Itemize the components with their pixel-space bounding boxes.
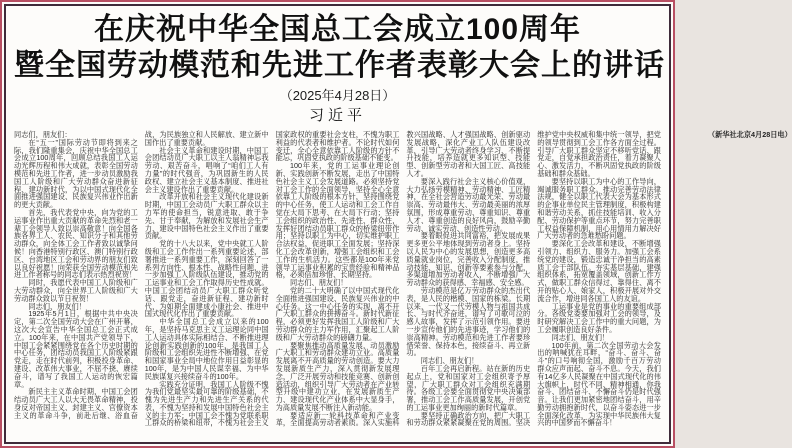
- article-paragraph: 要深化工会改革和建设，不断增强引领力、组织力、服务力。加强工会系统党的建设，锻造忠诚干净担当的高素质工会干部队伍。夯实基层基础，建强组织体系，拓宽覆盖领域，创新工作方式，做职工群众信得过、靠得住、离不开的贴心人、娘家人，积极开展对外交流合作，增进同各国工人的友谊。: [537, 239, 661, 303]
- article-paragraph: 实践充分证明，我国工人阶级不愧为我们党最坚实最可靠的阶级基础，不愧为先进生产力和先进生产关系的代表，不愧为坚持和发展中国特色社会主义的主力军；中国工会不愧为党联系职工群众的桥梁和纽带，不愧为社会主义国家政权的重要社会支柱，不愧为职工利益的代表者和维护者。不论时代如何变迁，全心全意依靠工人阶级的方针不能忘，巩固党执政的阶级基础不能变。: [144, 130, 400, 428]
- newspaper-inner-frame: [4, 4, 792, 444]
- article-paragraph: 同时，我愿代表中国工人阶级和广大劳动群众，向全世界工人阶级和广大劳动群众致以节日祝贺！: [14, 278, 138, 303]
- article-paragraph: 100年前，第二次全国劳动大会发出的呐喊犹在耳畔，“奋斗、奋斗、奋斗”的口号响彻全国，激励千百万劳动群众应声而起、奋斗不息。今天，我们有14亿多人民凝聚在中国式现代化的伟大旗帜上，时代不同、精神相通，你我奋斗、团结奋斗、不懈奋斗仍是时代强音。让我们更加紧密地团结奋斗，用辛勤劳动拥抱新时代，以奋斗姿态进一步全面深化改革，为实现中华民族伟大复兴的中国梦而不懈奋斗！: [537, 340, 661, 428]
- article-paragraph: 中华全国总工会成立以来的100年，是坚持马克思主义工运理论同中国工人运动具体实际相结合、不断推进理论创新实践创新的100年，是我国工人阶级和工会组织先进性不断增强、在党和国家事业全局中地位作用日益彰显的100年，是为中国人民谋幸福、为中华民族谋复兴接续奋斗的100年。: [144, 317, 269, 381]
- article-paragraph: 社会主义革命和建设时期，中国工会团结动员广大职工以主人翁精神忘我劳动、艰苦奋斗，唱响了“咱们工人有力量”的时代强音，为巩固新生的人民政权、建立社会主义基本制度、推进社会主义建设作出了重要贡献。: [144, 145, 269, 194]
- article-paragraph: 工运事业是党的事业的重要组成部分。各级党委要加强对工会的领导，及时研究解决工会工作中的重大问题，为工会履职创造良好条件。: [537, 301, 661, 334]
- article-paragraph: 同志们、朋友们！: [289, 278, 348, 288]
- article-title-line-1: 在庆祝中华全国总工会成立100周年: [93, 13, 582, 46]
- article-paragraph: 党的十八大以来，党中央就工人阶级和工会工作作出一系列重要论述，部署推进一系列重要工作，深刻回答了一系列方向性、根本性、战略性问题，进一步加强工人阶级队伍建设，推动党的工运事业和工会工作取得历史性成就。中国工会团结动员广大职工群众听党话、跟党走，奋进新征程、建功新时代，为如期全面建成小康社会、推进中国式现代化作出了重要贡献。: [144, 239, 269, 319]
- article-title-line-2: 暨全国劳动模范和先进工作者表彰大会上的讲话: [14, 49, 665, 82]
- article-salutation: 同志们，朋友们：: [14, 130, 72, 139]
- article-paragraph: 要深入践行社会主义核心价值观，大力弘扬劳模精神、劳动精神、工匠精神，在全社会营造劳动最光荣、劳动最崇高、劳动最伟大、劳动最美丽的浓厚氛围，形成尊重劳动、尊重知识、尊重人才、尊重创造的良好风尚，鼓励辛勤劳动、诚实劳动、创造性劳动。: [406, 176, 531, 233]
- article-paragraph: 同志们、朋友们！: [420, 356, 479, 366]
- article-paragraph: 要适应新一轮科技革命和产业变革，全面提高劳动者素质。深入实施科教兴国战略、人才强国战略、创新驱动发展战略，深化产业工人队伍建设改革，引导广大劳动者终身学习、不断提升技能，培养造就更多知识型、技能型、创新型劳动者和大国工匠、高技能人才。: [275, 130, 531, 428]
- article-paragraph: 要坚持正确政治方向，把广大职工和劳动群众紧紧凝聚在党的周围。坚决维护党中央权威和集中统一领导，把党的领导贯彻到工会工作各方面全过程。引导广大职工群众坚定不移听党话、跟党走，自觉承担政治责任，着力凝聚人心、激发活力，不断巩固党执政的阶级基础和群众基础。: [406, 130, 661, 428]
- article-paragraph: 100年来，党的工运事业理论创新、实践创新不断发展，走出了中国特色社会主义工会发展道路。必须坚持党对工会工作的全面领导，坚持全心全意依靠工人阶级的根本方针，坚持围绕党的中心任务，使工人运动和工会工作自觉在大局下思考、在大局下行动；坚持工会组织的政治性、先进性、群众性，发挥好团结动员职工群众的桥梁纽带作用；坚持以职工为中心，切实维护职工合法权益，促进职工全面发展；坚持深化工会改革创新，增强工会组织和工会工作的生机活力。这些都是100年来党领导工运事业积累的宝贵经验和精神品格，必须倍加珍惜、长期坚持。: [275, 161, 400, 280]
- speech-date: （2025年4月28日）: [279, 88, 396, 103]
- article-paragraph: 要聚焦推动高质量发展，动员激励广大职工和劳动群众建功立业。高质量发展离不开高质量的劳动创造。要大力发展新质生产力，深入贯彻新发展理念，广泛开展劳动和技能竞赛、创新创造活动，组织引导广大劳动者在产业转型升级中建功立业，在发展新质生产力、建设现代化产业体系中大显身手，为高质量发展不断注入新动能。: [275, 340, 400, 412]
- article-paragraph: 要坚持以职工为中心的工作导向，竭诚服务职工群众。推动完善劳动法律法规，健全以职工代表大会为基本形式的企事业单位民主管理制度，积极构建和谐劳动关系，抓住技能培训、收入分配、劳动保护等重点环节，努力完善职工权益保障机制，用心用情用力解决好广大劳动者的急难愁盼问题。: [537, 176, 661, 241]
- article-paragraph: 1925年5月1日，根据中共中央决定，第二次全国劳动大会在广州开幕，这次大会宣告中华全国总工会正式成立。100年来，在中国共产党领导下，中国工会紧紧围绕党在各个历史时期的中心任务，团结动员我国工人阶级紧跟党走，走在时代前列，积极投身革命、建设、改革伟大事业，不屈不挠、赓续奋斗，谱写了我国工人运动的恢宏篇章。: [14, 309, 138, 389]
- article-paragraph: 改革开放和社会主义现代化建设新时期，中国工会动员广大职工群众以主力军的使命担当，锐意进取、敢于争先、甘于奉献，为解放和发展社会生产力、建设中国特色社会主义作出了重要贡献。: [144, 192, 269, 241]
- article-paragraph: 在“五一”国际劳动节即将到来之际，我们隆重集会，庆祝中华全国总工会成立100周年，回顾总结我国工人运动光辉历程和伟大成就，表彰全国劳动模范和先进工作者，进一步动员激励我国工人阶级和广大劳动群众奋进新征程、建功新时代，为以中国式现代化全面推进强国建设、民族复兴伟业作出新的更大贡献。: [14, 137, 138, 210]
- article-paragraph: 首先，我代表党中央，向为党的工运事业作出重大贡献的革命先烈和老一辈工会领导人致以崇高敬意！向全国各族各界工人、农民、知识分子和其他劳动群众，向全体工会工作者致以诚挚问候！向香港特别行政区、澳门特别行政区、台湾地区工会和劳动界的朋友们致以良好祝愿！向荣获全国劳动模范和先进工作者称号的同志们表示热烈祝贺！: [14, 207, 138, 280]
- article-paragraph: 劳动模范是亿万劳动群众的杰出代表，是人民的楷模、国家的栋梁。长期以来，一代又一代劳模人物与祖国共成长、与时代齐奋进，谱写了可歌可泣的感人故事，发挥了示范引领作用。要进一步宣传他们的先进事迹，学习他们的崇高精神。劳动模范和先进工作者要珍惜荣誉、保持本色，接续奋斗、再立新功。: [406, 285, 531, 358]
- author-byline: 习近平: [308, 107, 366, 124]
- article-paragraph: 同志们、朋友们！: [28, 301, 86, 311]
- article-masthead: [14, 12, 665, 125]
- article-body: [14, 130, 792, 431]
- article-paragraph: 党的二十大明确了以中国式现代化全面推进强国建设、民族复兴伟业的中心任务。这一中心任务的实现，离不开广大职工群众的拼搏奋斗。新时代新征程，必须更好发挥我国工人阶级和广大劳动群众的主力军作用，汇聚起工人阶级和广大劳动群众的磅礴力量。: [275, 285, 400, 342]
- article-paragraph: 要着眼促进共同富裕，把发展成果更多更公平地体现到劳动者身上。坚持以人民为中心的发展思想，创造更多高质量就业岗位，完善收入分配制度，推动技能、知识、创新等要素参与分配，多渠道增加劳动者收入，不断增强广大劳动群众的获得感、幸福感、安全感。: [406, 231, 531, 288]
- article-paragraph: 同志们、朋友们！: [551, 332, 610, 342]
- article-paragraph: 新民主主义革命时期，中国工会团结动员广大工人以大无畏革命精神，投身反对帝国主义、封建主义、官僚资本主义的革命斗争，前赴后继、浴血奋战，为民族独立和人民解放、建立新中国作出了重要贡献。: [14, 130, 269, 420]
- news-agency-credit: （新华社北京4月28日电）: [707, 130, 792, 139]
- article-paragraph: 百年工会再启新程。站在新的历史起点上，党和国家对工会组织寄予厚望，广大职工群众对工会组织充满期待。各级工会要全面贯彻党中央决策部署，推动工会工作高质量发展，开创党的工运事业更加绚丽的新时代篇章。: [406, 363, 531, 412]
